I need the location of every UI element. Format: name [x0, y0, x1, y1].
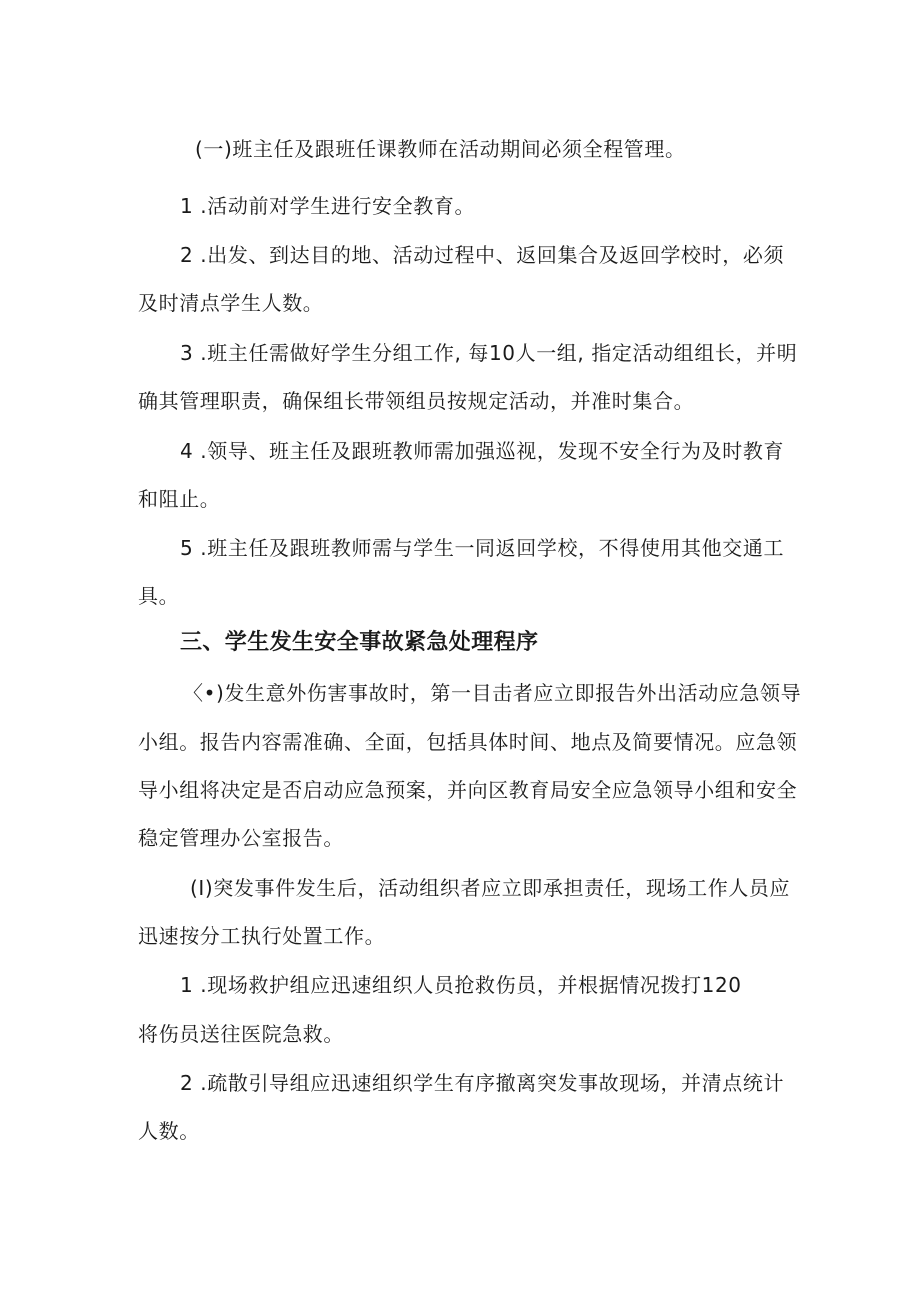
list-item-5-line-1: 5 .班主任及跟班教师需与学生一同返回学校，不得使用其他交通工	[180, 536, 785, 560]
paragraph-1-line-1: 〈•)发生意外伤害事故时，第一目击者应立即报告外出活动应急领导	[183, 681, 802, 705]
list-item-4-line-2: 和阻止。	[138, 487, 221, 511]
list-item-3-line-2: 确其管理职责，确保组长带领组员按规定活动，并准时集合。	[138, 389, 695, 413]
paragraph-1-line-2: 小组。报告内容需准确、全面，包括具体时间、地点及简要情况。应急领	[138, 730, 798, 754]
response-item-1-line-1: 1 .现场救护组应迅速组织人员抢救伤员，并根据情况拨打120	[180, 973, 742, 997]
list-item-1-line-1: 1 .活动前对学生进行安全教育。	[180, 194, 476, 218]
section-heading: 三、学生发生安全事故紧急处理程序	[180, 630, 539, 655]
response-item-2-line-2: 人数。	[138, 1119, 200, 1143]
subsection-heading-one: (一)班主任及跟班任课教师在活动期间必须全程管理。	[195, 137, 686, 161]
paragraph-2-line-2: 迅速按分工执行处置工作。	[138, 924, 386, 948]
list-item-2-line-1: 2 .出发、到达目的地、活动过程中、返回集合及返回学校时，必须	[180, 243, 785, 267]
paragraph-1-line-4: 稳定管理办公室报告。	[138, 826, 344, 850]
list-item-4-line-1: 4 .领导、班主任及跟班教师需加强巡视，发现不安全行为及时教育	[180, 439, 785, 463]
paragraph-1-line-3: 导小组将决定是否启动应急预案，并向区教育局安全应急领导小组和安全	[138, 778, 798, 802]
response-item-2-line-1: 2 .疏散引导组应迅速组织学生有序撤离突发事故现场，并清点统计	[180, 1071, 785, 1095]
response-item-1-line-2: 将伤员送往医院急救。	[138, 1022, 344, 1046]
paragraph-2-line-1: (I)突发事件发生后，活动组织者应立即承担责任，现场工作人员应	[190, 876, 791, 900]
list-item-5-line-2: 具。	[138, 584, 180, 608]
list-item-3-line-1: 3 .班主任需做好学生分组工作, 每10人一组, 指定活动组组长，并明	[180, 341, 798, 365]
list-item-2-line-2: 及时清点学生人数。	[138, 291, 324, 315]
